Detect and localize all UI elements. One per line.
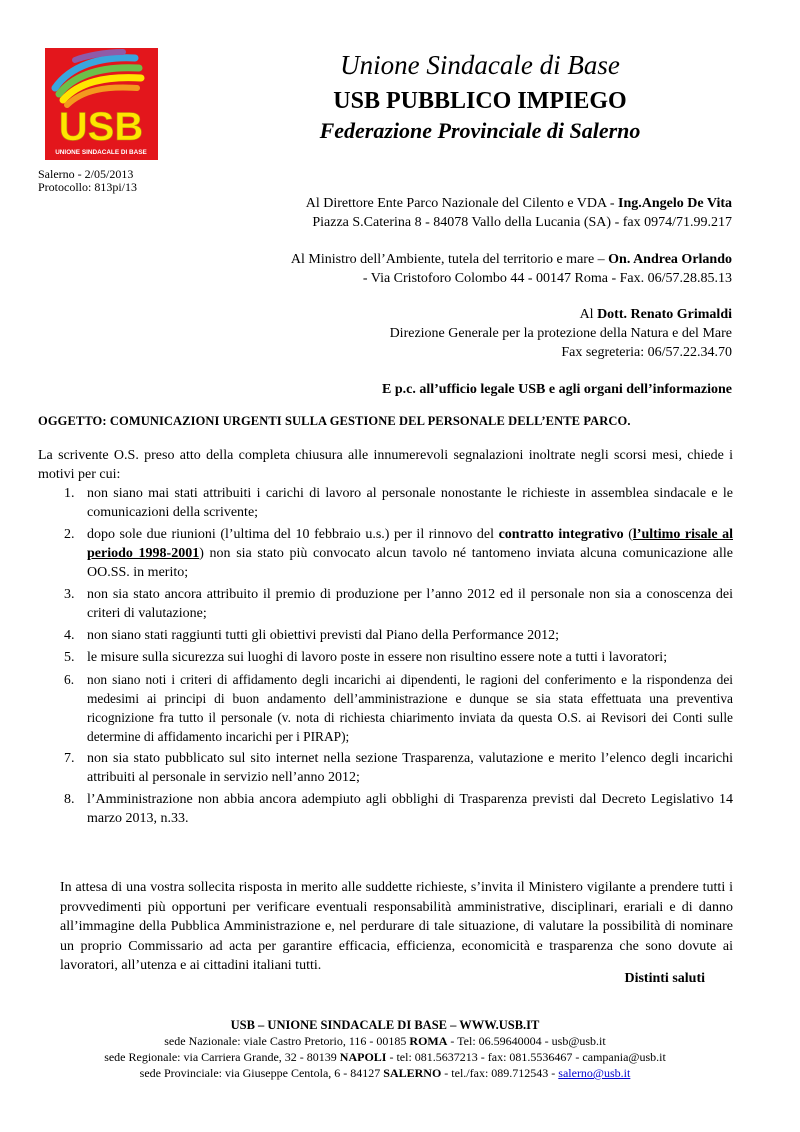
list-item-emphasis: contratto integrativo [498,527,624,542]
closing-paragraph: In attesa di una vostra sollecita risposta in merito alle suddette richieste, s’invita il Ministero vigilante a prendere tutti i provvedimenti più opportuni per verificare eventuali responsabilità amministrative, disciplinari, erariali e di danno all’immagine della Pubblica Amministrazione e, nel perdurare di tale situazione, di valutare la possibilità di nominare un proprio Commissario ad acta per garantire efficacia, efficienza, economicità e trasparenza che sono dovute ai lavoratori, all’utenza e ai cittadini italiani tutti. [60,880,733,973]
logo-subtext: UNIONE SINDACALE DI BASE [55,149,147,156]
footer-provincial [0,1065,770,1081]
list-item-number: 1. [64,486,75,501]
cc-line: E p.c. all’ufficio legale USB e agli organi dell’informazione [382,382,732,397]
list-item-text: non sia stato pubblicato sul sito internet nella sezione Trasparenza, valutazione e merito l’elenco degli incarichi attribuiti al personale in servizio nell’anno 2012; [87,751,733,785]
footer-text: sede Nazionale: viale Castro Pretorio, 116 - 00185 [164,1034,410,1048]
list-item-number: 6. [64,672,75,687]
list-item-text: dopo sole due riunioni (l’ultima del 10 febbraio u.s.) per il rinnovo del [87,527,499,542]
footer-city: ROMA [409,1034,448,1048]
list-item-text: l’Amministrazione non abbia ancora adempiuto agli obblighi di Trasparenza previsti dal Decreto Legislativo 14 marzo 2013, n.33. [87,792,733,826]
footer-text: - Tel: 06.59640004 - usb@usb.it [447,1034,606,1048]
recipient-1 [306,194,732,232]
logo-text: USB [58,105,144,149]
list-item [40,670,733,746]
recipient-2-prefix: Al Ministro dell’Ambiente, tutela del territorio e mare – [290,252,609,267]
list-item [40,585,733,623]
list-item-number: 7. [64,751,75,766]
recipient-1-prefix: Al Direttore Ente Parco Nazionale del Cilento e VDA - [305,196,619,211]
list-item-underlined: l’ultimo risale al periodo 1998-2001 [87,527,734,561]
list-item-number: 5. [64,650,75,665]
footer-text: - tel./fax: 089.712543 - [441,1066,559,1080]
list-item-text: le misure sulla sicurezza sui luoghi di lavoro poste in essere non risultino essere note a tutti i lavoratori; [87,650,668,665]
org-name: Unione Sindacale di Base [340,50,620,80]
footer-regional [0,1049,770,1065]
recipient-3-office: Direzione Generale per la protezione della Natura e del Mare [389,326,732,341]
letter-subject: OGGETTO: COMUNICAZIONI URGENTI SULLA GESTIONE DEL PERSONALE DELL’ENTE PARCO. [38,414,631,428]
recipient-2-address: - Via Cristoforo Colombo 44 - 00147 Roma - Fax. 06/57.28.85.13 [362,271,732,286]
recipient-1-line [306,194,732,213]
footer-text: sede Provinciale: via Giuseppe Centola, 6 - 84127 [139,1066,384,1080]
list-item [40,484,733,522]
footer-text: sede Regionale: via Carriera Grande, 32 - 80139 [104,1050,340,1064]
protocol-number: Protocollo: 813pi/13 [38,180,137,194]
email-link[interactable]: salerno@usb.it [558,1066,631,1080]
recipient-2-line [291,250,732,269]
list-item-text: non sia stato ancora attribuito il premio di produzione per l’anno 2012 ed il personale non sia a conoscenza dei criteri di valutazione; [87,587,733,621]
list-item-number: 2. [64,527,75,542]
recipient-3-name: Dott. Renato Grimaldi [597,307,732,322]
list-item-number: 8. [64,792,75,807]
letter-date: Salerno - 2/05/2013 [38,167,134,181]
list-item [40,749,733,787]
footer-city: SALERNO [383,1066,442,1080]
footer-text: - tel: 081.5637213 - fax: 081.5536467 - campania@usb.it [386,1050,666,1064]
list-item [40,790,733,828]
list-item-text: non siano noti i criteri di affidamento degli incarichi ai dipendenti, le ragioni del conferimento e la rispondenza dei medesimi ai principi di buon andamento dell’amministrazione e dunque se sia stata effettuata una preventiva ricognizione fra tutto il personale (v. nota di richiesta chiarimento inviata da questa O.S. ai Revisori dei Conti sulle determine di affidamento incarichi per i PIRAP); [87,672,733,744]
list-item [40,525,733,582]
list-item-text: non siano mai stati attribuiti i carichi di lavoro al personale nonostante le richieste in assemblea sindacale e le comunicazioni della scrivente; [87,486,733,520]
usb-logo [45,48,158,160]
requests-list [40,484,733,831]
footer-national [0,1033,770,1049]
letter-intro: La scrivente O.S. preso atto della completa chiusura alle innumerevoli segnalazioni inoltrate negli scorsi mesi, chiede i motivi per cui: [38,448,733,482]
recipient-3-prefix: Al [579,307,598,322]
recipient-3-fax: Fax segreteria: 06/57.22.34.70 [561,345,732,360]
list-item-number: 3. [64,587,75,602]
recipient-1-name: Ing.Angelo De Vita [618,196,732,211]
footer-city: NAPOLI [339,1050,387,1064]
list-item-text: ) non sia stato più convocato alcun tavolo né tantomeno inviata alcuna comunicazione alle OO.SS. in merito; [87,546,733,580]
recipient-1-address: Piazza S.Caterina 8 - 84078 Vallo della Lucania (SA) - fax 0974/71.99.217 [312,215,732,230]
org-division: USB PUBBLICO IMPIEGO [333,88,627,114]
list-item [40,626,733,645]
footer-title: USB – UNIONE SINDACALE DI BASE – WWW.USB.IT [230,1018,540,1032]
list-item-number: 4. [64,628,75,643]
list-item [40,648,733,667]
usb-logo-graphic [45,48,158,160]
recipient-3-line [390,305,732,324]
recipient-2 [291,250,732,288]
footer [0,1017,770,1081]
list-item-text: ( [623,527,633,542]
recipient-3 [390,305,732,362]
list-item-text: non siano stati raggiunti tutti gli obiettivi previsti dal Piano della Performance 2012; [87,628,560,643]
salutation: Distinti saluti [624,971,705,986]
recipient-2-name: On. Andrea Orlando [608,252,732,267]
org-federation: Federazione Provinciale di Salerno [319,118,641,143]
